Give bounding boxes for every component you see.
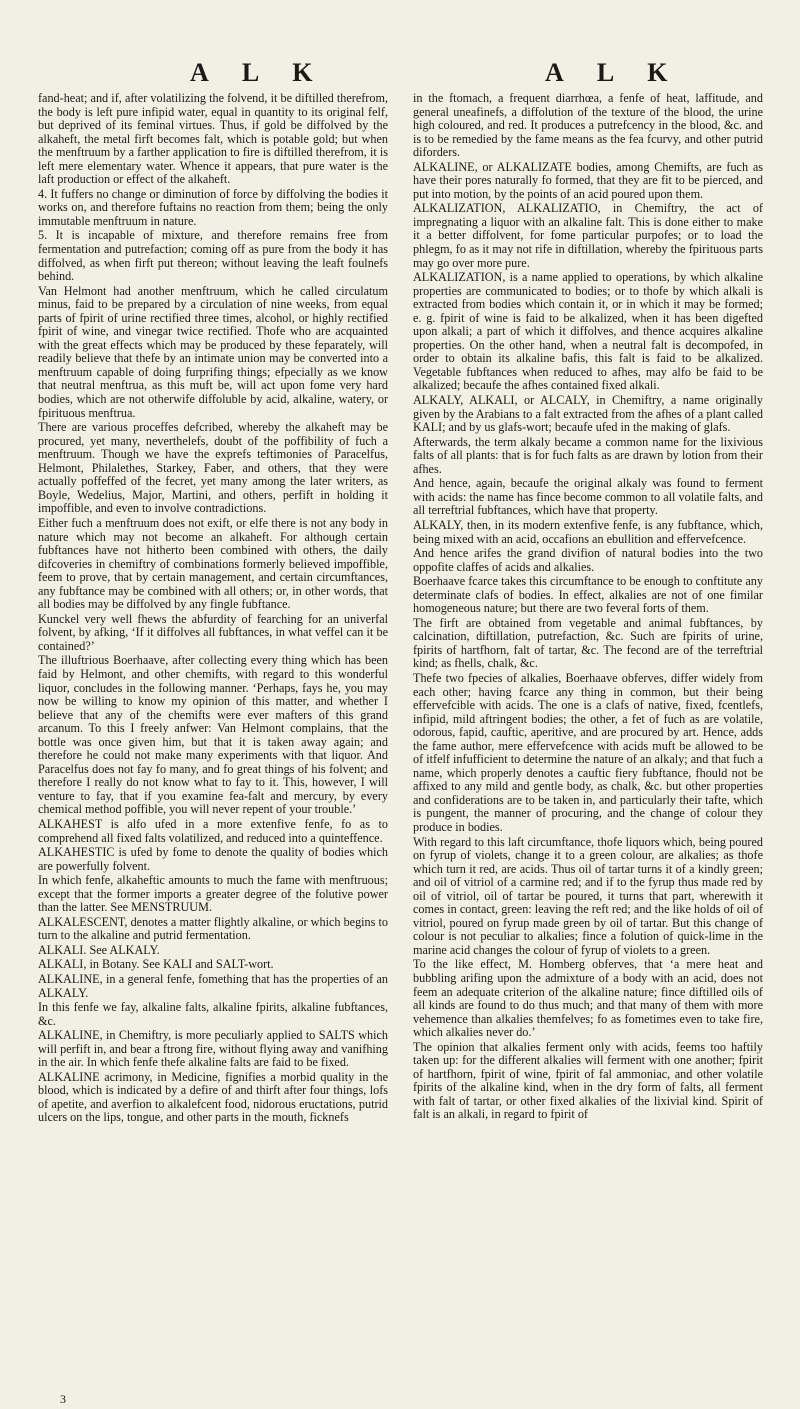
paragraph: ALKAHEST is alfo ufed in a more extenfive fenfe, fo as to comprehend all fixed falts volatilized, and reduced into a quinteffence. — [38, 816, 388, 845]
paragraph: The firft are obtained from vegetable and animal fubftances, by calcination, diftillation, putrefaction, &c. Such are fpirits of urine, fpirits of hartfhorn, falt of tartar, &c. The fecond are of the terreftrial kind; as fhells, chalk, &c. — [413, 615, 763, 671]
paragraph: Afterwards, the term alkaly became a common name for the lixivious falts of all plants: that is for fuch falts as are drawn by lotion from their afhes. — [413, 434, 763, 476]
paragraph: Either fuch a menftruum does not exift, or elfe there is not any body in nature which may not become an alkaheft. For although certain fubftances have not hitherto been combined with others, the daily difcoveries in chemiftry of combinations formerly believed impoffible, feem to prove, that by certain management, and certain circumftances, any fubftance may be combined with all others; or, in other words, that all bodies may be diffolved by any fingle fubftance. — [38, 515, 388, 612]
paragraph: 5. It is incapable of mixture, and therefore remains free from fermentation and putrefaction; coming off as pure from the body it has diffolved, as when firft put thereon; without leaving the leaft foulnefs behind. — [38, 228, 388, 284]
running-head-right: A L K — [545, 58, 682, 87]
paragraph: ALKALI, in Botany. See KALI and SALT-wort. — [38, 957, 274, 972]
page-number: 3 — [60, 1392, 66, 1406]
paragraph: ALKALINE acrimony, in Medicine, fignifies a morbid quality in the blood, which is indicated by a defire of and thirft after four things, lofs of apetite, and averfion to alkalefcent food, nidorous eructations, putrid ulcers on the lips, tongue, and other parts in the mouth, ficknefs — [38, 1069, 388, 1125]
paragraph: In this fenfe we fay, alkaline falts, alkaline fpirits, alkaline fubftances, &c. — [38, 1000, 388, 1028]
paragraph: fand-heat; and if, after volatilizing the folvend, it be diftilled therefrom, the body is left pure infipid water, equal in quantity to its original felf, but deprived of its feminal virtues. Thus, if gold be diffolved by the alkaheft, the metal firft becomes falt, which is potable gold; but when the menftruum by a farther application to fire is diftilled therefrom, it is left mere elementary water. Whence it appears, that pure water is the laft production or effect of the alkaheft. — [38, 91, 388, 187]
paragraph: The illuftrious Boerhaave, after collecting every thing which has been faid by Helmont, and other chemifts, with regard to this wonderful liquor, concludes in the following manner. ‘Perhaps, fays he, you may now be willing to know my opinion of this matter, and whether I believe that any of the chemifts were ever mafters of this grand arcanum. To this I freely anfwer: Van Helmont complains, that the bottle was once given him, but that it is taken away again; and therefore he could not make many experiments with that liquor. And Paracelfus does not fay fo many, and fo great things of his folvent; and therefore I really do not know what to fay to it. This, however, I will venture to fay, that if you examine fea-falt and mercury, by every chemical method poffible, you will never repent of your trouble.’ — [38, 653, 388, 817]
paragraph: ALKALIZATION, ALKALIZATIO, in Chemiftry, the act of impregnating a liquor with an alkaline falt. This is done either to make it a better diffolvent, for fome particular purpofes; or to load the phlegm, fo as it may not rife in diftillation, whereby the fpirituous parts may go over more pure. — [413, 201, 763, 270]
paragraph: ALKALIZATION, is a name applied to operations, by which alkaline properties are communicated to bodies; or to thofe by which alkali is extracted from bodies which contain it, or in which it may be formed; e. g. fpirit of wine is faid to be alkalized, when it has been digefted upon alkali; a part of which it diffolves, and thence acquires alkaline properties. On the other hand, when a neutral falt is decompofed, in order to obtain its alkaline bafis, this falt is faid to be alkalized. Vegetable fubftances when reduced to afhes, may alfo be faid to be alkalized; becaufe the afhes contained fixed alkali. — [413, 270, 763, 393]
paragraph: Thefe two fpecies of alkalies, Boerhaave obferves, differ widely from each other; having fcarce any thing in common, but their being effervefcible with acids. The one is a clafs of native, fixed, fcentlefs, infipid, mild aftringent bodies; the other, a fet of fuch as are volatile, odorous, fapid, cauftic, aperitive, and are procured by art. Hence, adds the fame author, mere effervefcence with acids muft be allowed to be of itfelf infufficient to determine the nature of an alkaly; and that fuch a name, which properly denotes a cauftic fiery fubftance, fhould not be affixed to any mild and gentle body, as chalk, &c. but other properties and confiderations are to be taken in, and particularly their tafte, which is pungent, the manner of procuring, and the change of colour they produce in bodies. — [413, 670, 763, 834]
paragraph: And hence, again, becaufe the original alkaly was found to ferment with acids: the name has fince become common to all volatile falts, and all terreftrial fubftances, which have that property. — [413, 476, 763, 518]
paragraph: The opinion that alkalies ferment only with acids, feems too haftily taken up: for the different alkalies will ferment with one another; fpirit of hartfhorn, fpirit of wine, fpirit of fal ammoniac, and other volatile fpirits of the alkaline kind, when in the dry form of falts, all ferment with falt of tartar, or other fixed alkalies of the lixivial kind. Spirit of falt is an alkali, in regard to fpirit of — [413, 1039, 763, 1122]
paragraph: ALKAHESTIC is ufed by fome to denote the quality of bodies which are powerfully folvent. — [38, 845, 388, 873]
paragraph: ALKALI. See ALKALY. — [38, 942, 160, 957]
paragraph: There are various proceffes defcribed, whereby the alkaheft may be procured, yet many, neverthelefs, doubt of the poffibility of fuch a menftruum. Though we have the exprefs teftimonies of Paracelfus, Helmont, Philalethes, Starkey, Faber, and others, that they were actually poffeffed of the fecret, yet many among the later writers, as Boyle, Wedelius, Major, Martini, and others, perfift in holding it impoffible, and even to involve contradictions. — [38, 420, 388, 516]
running-head-left: A L K — [190, 58, 327, 87]
paragraph: ALKALINE, in a general fenfe, fomething that has the properties of an ALKALY. — [38, 972, 388, 1000]
paragraph: With regard to this laft circumftance, thofe liquors which, being poured on fyrup of violets, change it to a green colour, are alkalies; as thofe which turn it red, are acids. Thus oil of tartar turns it of a kindly green; and oil of vitriol of a carmine red; and if to the fyrup thus made red by oil of vitriol, oil of tartar be poured, it turns that part, wherewith it comes in contact, green: leaving the reft red; and the like holds of oil of vitriol, poured on fyrup made green by oil of tartar. But this change of colour is not peculiar to alkalies; fince a folution of quick-lime in the marine acid changes the colour of fyrup of violets to a green. — [413, 834, 763, 957]
left-column — [38, 92, 388, 1126]
paragraph: ALKALINE, in Chemiftry, is more peculiarly applied to SALTS which will perfift in, and bear a ftrong fire, without flying away and vanifhing in the air. In which fenfe thefe alkaline falts are faid to be fixed. — [38, 1028, 388, 1070]
paragraph: ALKALESCENT, denotes a matter flightly alkaline, or which begins to turn to the alkaline and putrid fermentation. — [38, 914, 388, 943]
paragraph: ALKALY, then, in its modern extenfive fenfe, is any fubftance, which, being mixed with an acid, occafions an ebullition and effervefcence. — [413, 517, 763, 546]
paragraph: in the ftomach, a frequent diarrhœa, a fenfe of heat, laffitude, and general uneafinefs, a diffolution of the texture of the blood, the urine high coloured, and red. It produces a putrefcency in the blood, &c. and is to be remedied by the fame means as the fea fcurvy, and other putrid diforders. — [413, 91, 763, 160]
paragraph: Boerhaave fcarce takes this circumftance to be enough to conftitute any determinate clafs of bodies. In effect, alkalies are not of one fimilar homogeneous nature; but there are two feveral forts of them. — [413, 574, 763, 616]
paragraph: In which fenfe, alkaheftic amounts to much the fame with menftruous; except that the former imports a greater degree of the folutive power than the latter. See MENSTRUUM. — [38, 873, 388, 915]
paragraph: ALKALINE, or ALKALIZATE bodies, among Chemifts, are fuch as have their pores naturally fo formed, that they are fit to be pierced, and put into motion, by the points of an acid poured upon them. — [413, 159, 763, 201]
paragraph: Van Helmont had another menftruum, which he called circulatum minus, faid to be prepared by a circulation of nine weeks, from equal parts of fpirit of urine rectified three times, alcohol, or highly rectified fpirit of wine, and vinegar twice rectified. Thofe who are acquainted with the great effects which may be produced by these feparately, will readily believe that thefe by an intimate union may be converted into a menftruum capable of doing furprifing things; efpecially as we know that neutral menftrua, as this muft be, will act upon fome very hard bodies, which are not otherwife diffoluble by acid, alkaline, watery, or fpirituous menftrua. — [38, 283, 388, 420]
paragraph: ALKALY, ALKALI, or ALCALY, in Chemiftry, a name originally given by the Arabians to a falt extracted from the afhes of a plant called KALI; and by us glafs-wort; becaufe ufed in the making of glafs. — [413, 393, 763, 435]
paragraph: 4. It fuffers no change or diminution of force by diffolving the bodies it works on, and therefore fuftains no reaction from them; being the only immutable menftruum in nature. — [38, 186, 388, 228]
paragraph: Kunckel very well fhews the abfurdity of fearching for an univerfal folvent, by afking, ‘If it diffolves all fubftances, in what veffel can it be contained?’ — [38, 611, 388, 653]
right-column — [413, 92, 763, 1123]
paragraph: To the like effect, M. Homberg obferves, that ‘a mere heat and bubbling arifing upon the admixture of a body with an acid, does not feem an adequate criterion of the alkaline nature; fince diftilled oils of all kinds are found to do thus much; and that many of them with more vehemence than alkalies themfelves; fo as fometimes even to take fire, which alkalies never do.’ — [413, 957, 763, 1040]
paragraph: And hence arifes the grand divifion of natural bodies into the two oppofite claffes of acids and alkalies. — [413, 546, 763, 574]
